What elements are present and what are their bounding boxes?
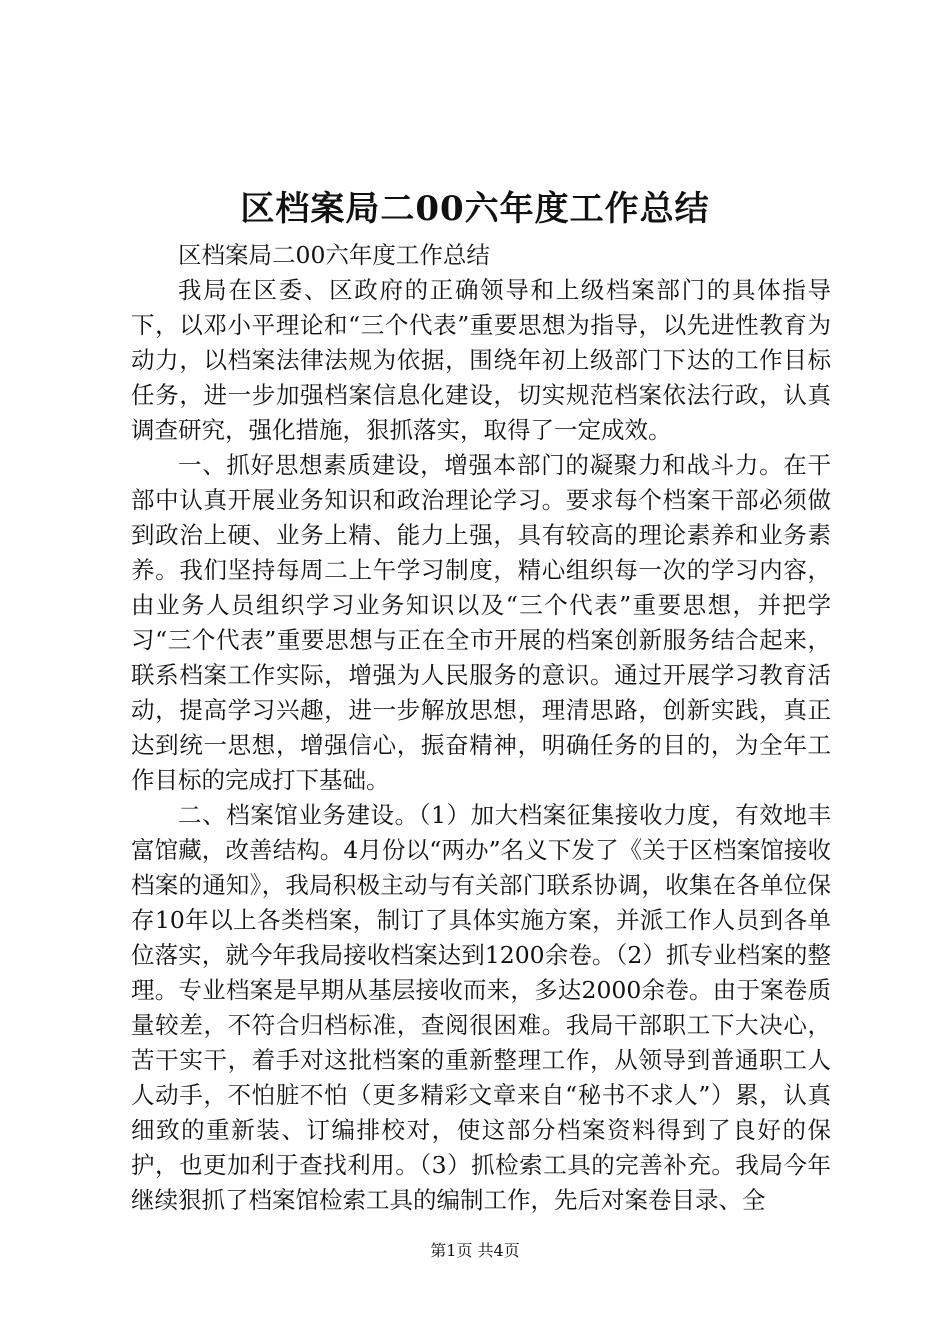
document-title: 区档案局二00六年度工作总结 [240,189,710,229]
document-body [131,238,831,1218]
page-number: 第1页 共4页 [430,1241,520,1260]
paragraph-intro: 我局在区委、区政府的正确领导和上级档案部门的具体指导下，以邓小平理论和“三个代表”重要思想为指导，以先进性教育为动力，以档案法律法规为依据，围绕年初上级部门下达的工作目标任务，进一步加强档案信息化建设，切实规范档案依法行政，认真调查研究，强化措施，狠抓落实，取得了一定成效。 [131,276,831,444]
document-subtitle: 区档案局二00六年度工作总结 [178,241,490,269]
paragraph-section-2: 二、档案馆业务建设。（1）加大档案征集接收力度，有效地丰富馆藏，改善结构。4月份以“两办”名义下发了《关于区档案馆接收档案的通知》，我局积极主动与有关部门联系协调，收集在各单位保存10年以上各类档案，制订了具体实施方案，并派工作人员到各单位落实，就今年我局接收档案达到1200余卷。（2）抓专业档案的整理。专业档案是早期从基层接收而来，多达2000余卷。由于案卷质量较差，不符合归档标准，查阅很困难。我局干部职工下大决心，苦干实干，着手对这批档案的重新整理工作，从领导到普通职工人人动手，不怕脏不怕（更多精彩文章来自“秘书不求人”）累，认真细致的重新装、订编排校对，使这部分档案资料得到了良好的保护，也更加利于查找利用。（3）抓检索工具的完善补充。我局今年继续狠抓了档案馆检索工具的编制工作，先后对案卷目录、全 [131,801,831,1214]
paragraph-section-1: 一、抓好思想素质建设，增强本部门的凝聚力和战斗力。在干部中认真开展业务知识和政治理论学习。要求每个档案干部必须做到政治上硬、业务上精、能力上强，具有较高的理论素养和业务素养。我们坚持每周二上午学习制度，精心组织每一次的学习内容，由业务人员组织学习业务知识以及“三个代表”重要思想，并把学习“三个代表”重要思想与正在全市开展的档案创新服务结合起来，联系档案工作实际，增强为人民服务的意识。通过开展学习教育活动，提高学习兴趣，进一步解放思想，理清思路，创新实践，真正达到统一思想，增强信心，振奋精神，明确任务的目的，为全年工作目标的完成打下基础。 [131,451,831,794]
